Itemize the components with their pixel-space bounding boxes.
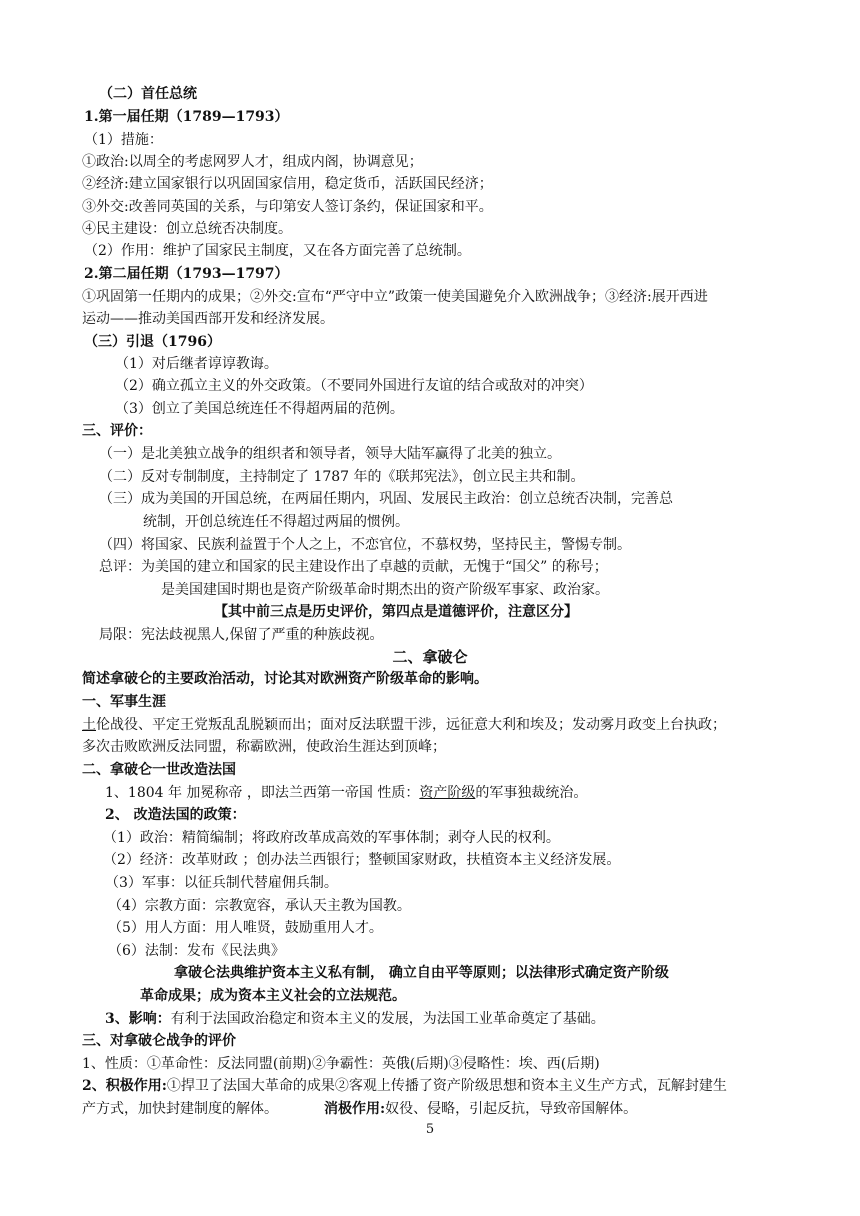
text-line: （2）确立孤立主义的外交政策。（不要同外国进行友谊的结合或敌对的冲突） <box>115 378 593 394</box>
text-line: （三）成为美国的开国总统，在两届任期内，巩固、发展民主政治：创立总统否决制，完善总 <box>99 491 673 507</box>
text-span: 奴役、侵略，引起反抗，导致帝国解体。 <box>385 1101 638 1117</box>
chapter-title: 二、拿破仑 <box>392 648 468 666</box>
text-line: 运动——推动美国西部开发和经济发展。 <box>82 311 334 327</box>
text-line <box>82 1076 727 1096</box>
underlined-text: 资产阶级 <box>419 785 476 801</box>
label-span: 2、积极作用: <box>82 1078 167 1094</box>
text-line: ①政治:以周全的考虑网罗人才，组成内阁，协调意见； <box>82 154 423 170</box>
text-line: （四）将国家、民族利益置于个人之上，不恋官位，不慕权势，坚持民主，警惕专制。 <box>99 537 631 553</box>
underlined-char: 土 <box>82 717 96 733</box>
section-heading: （三）引退（1796） <box>84 334 221 350</box>
text-line: 多次击败欧洲反法同盟，称霸欧洲，使政治生涯达到顶峰； <box>82 739 446 755</box>
text-span: ①捍卫了法国大革命的成果②客观上传播了资产阶级思想和资本主义生产方式，瓦解封建生 <box>166 1078 727 1094</box>
text-line: ③外交:改善同英国的关系，与印第安人签订条约，保证国家和平。 <box>82 199 493 215</box>
text-line: （2）作用：维护了国家民主制度，又在各方面完善了总统制。 <box>84 243 471 259</box>
emphasis-line: 革命成果；成为资本主义社会的立法规范。 <box>140 988 406 1004</box>
text-line: （二）反对专制制度，主持制定了 1787 年的《联邦宪法》，创立民主共和制。 <box>99 469 585 485</box>
text-line: （1）对后继者谆谆教诲。 <box>115 356 278 372</box>
text-line: 是美国建国时期也是资产阶级革命时期杰出的资产阶级军事家、政治家。 <box>161 582 609 598</box>
text-span: 伦战役、平定王党叛乱乱脱颖而出；面对反法联盟干涉，远征意大利和埃及；发动雾月政变上台执政； <box>96 717 726 733</box>
text-line: ②经济:建立国家银行以巩固国家信用，稳定货币，活跃国民经济； <box>82 176 493 192</box>
text-line: 总评：为美国的建立和国家的民主建设作出了卓越的贡献，无愧于“国父” 的称号； <box>99 559 608 575</box>
text-line: （5）用人方面：用人唯贤，鼓励重用人才。 <box>108 920 383 936</box>
text-line: ④民主建设：创立总统否决制度。 <box>82 221 292 237</box>
text-line <box>82 1099 637 1119</box>
text-line: 1、性质：①革命性：反法同盟(前期)②争霸性：英俄(后期)③侵略性：埃、西(后期) <box>82 1056 600 1072</box>
note-line: 【其中前三点是历史评价，第四点是道德评价，注意区分】 <box>214 604 578 620</box>
text-line: 局限：宪法歧视黑人,保留了严重的种族歧视。 <box>99 627 384 643</box>
text-line: （2）经济：改革财政 ；创办法兰西银行；整顿国家财政，扶植资本主义经济发展。 <box>103 852 621 868</box>
page-number: 5 <box>425 1122 435 1137</box>
text-line: 统制，开创总统连任不得超过两届的惯例。 <box>143 514 409 530</box>
text-line: （6）法制：发布《民法典》 <box>108 943 285 959</box>
text-span: 1、1804 年 加冕称帝 ，即法兰西第一帝国 性质： <box>105 785 420 801</box>
text-line: （1）政治：精简编制；将政府改革成高效的军事体制；剥夺人民的权利。 <box>103 830 560 846</box>
emphasis-line: 拿破仑法典维护资本主义私有制， 确立自由平等原则；以法律形式确定资产阶级 <box>174 965 669 981</box>
label-span: 消极作用: <box>324 1101 386 1117</box>
section-heading: 一、军事生涯 <box>82 694 166 710</box>
text-span: 产方式，加快封建制度的解体。 <box>82 1101 278 1117</box>
text-line: ①巩固第一任期内的成果；②外交:宣布“严守中立”政策一使美国避免介入欧洲战争；③经济:展开西进 <box>82 289 708 305</box>
text-line: （4）宗教方面：宗教宽容，承认天主教为国教。 <box>108 898 411 914</box>
subsection-heading: 2.第二届任期（1793—1797） <box>84 266 289 282</box>
section-heading: 三、评价： <box>82 423 152 439</box>
section-heading: 三、对拿破仑战争的评价 <box>82 1033 236 1049</box>
text-line: （1）措施： <box>84 132 163 148</box>
subsection-heading: 1.第一届任期（1789—1793） <box>84 109 289 125</box>
text-span: 有利于法国政治稳定和资本主义的发展，为法国工业革命奠定了基础。 <box>170 1011 605 1027</box>
text-line: （一）是北美独立战争的组织者和领导者，领导大陆军赢得了北美的独立。 <box>99 446 561 462</box>
section-heading: 二、拿破仑一世改造法国 <box>82 762 236 778</box>
text-span: 的军事独裁统治。 <box>475 785 588 801</box>
section-heading: （二）首任总统 <box>99 86 197 102</box>
label-span: 3、影响： <box>105 1011 171 1027</box>
subsection-heading: 2、 改造法国的政策： <box>105 807 246 823</box>
text-line: （3）创立了美国总统连任不得超两届的范例。 <box>115 401 404 417</box>
text-line: （3）军事：以征兵制代替雇佣兵制。 <box>105 875 338 891</box>
text-line <box>105 1009 605 1029</box>
text-line <box>82 715 726 735</box>
text-line <box>105 783 587 803</box>
question-line: 简述拿破仑的主要政治活动，讨论其对欧洲资产阶级革命的影响。 <box>82 671 488 687</box>
